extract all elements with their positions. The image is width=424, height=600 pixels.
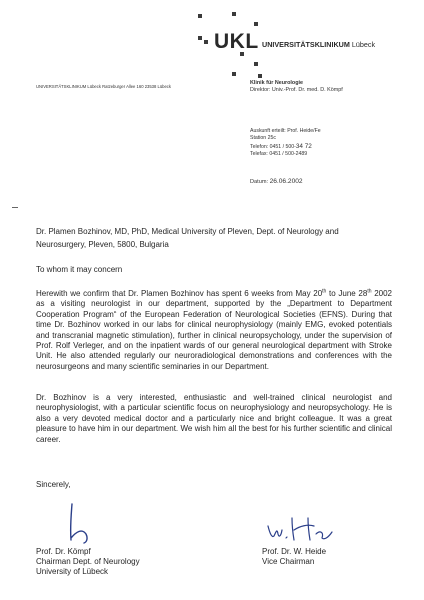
recipient-block [36, 227, 392, 251]
p1-text-a: Herewith we confirm that Dr. Plamen Bozhinov has spent 6 weeks from May 20 [36, 289, 323, 298]
p1-text-c: 2002 as a visiting neurologist in our department, supported by the „Department to Department Cooperation Program“ of the European Federation of Neurological Societies (EFNS). During that time Dr. Bozhinov worked in our labs for clinical neurophysiology (mainly EMG, evoked potentials and transcranial magnetic stimulation), further in clinical neuropsychology, under the supervision of Prof. Rolf Verleger, and on the inpatient wards of our general neurological department with Stroke Unit. He also attended regularly our neuroradiological demonstrations and conferences with the neurosurgeons and many scientific seminaries in our Department. [36, 289, 392, 371]
logo-wordmark: UKL [214, 30, 259, 53]
contact-station: Station 25c [250, 135, 276, 142]
contact-phone [250, 143, 321, 151]
recipient-line-2: Neurosurgery, Pleven, 5800, Bulgaria [36, 240, 169, 250]
paragraph-2: Dr. Bozhinov is a very interested, enthusiastic and well-trained clinical neurologist and neurophysiologist, with a particular scientific focus on neurophysiology and neuropsychology. He is also a very devoted medical doctor and a particularly nice and bright colleague. It was a great pleasure to have him in our department. We wish him all the best for his further scientific and clinical career. [36, 393, 392, 444]
phone-extension: 34 72 [295, 142, 312, 150]
signatory-left-org: University of Lübeck [36, 567, 109, 576]
institution-name [262, 40, 375, 49]
clinic-director: Direktor: Univ.-Prof. Dr. med. D. Kömpf [250, 87, 343, 93]
signatory-left-title: Chairman Dept. of Neurology [36, 557, 140, 566]
signatory-right-name: Prof. Dr. W. Heide [262, 547, 327, 556]
date-label: Datum: [250, 179, 269, 185]
clinic-title: Klinik für Neurologie [250, 80, 304, 86]
clinic-block [250, 80, 343, 94]
recipient-line-1: Dr. Plamen Bozhinov, MD, PhD, Medical University of Pleven, Dept. of Neurology and [36, 227, 339, 236]
signatory-left-name: Prof. Dr. Kömpf [36, 547, 91, 556]
signatory-left [36, 547, 140, 577]
phone-prefix: Telefon: 0451 / 500- [250, 143, 296, 150]
contact-fax: Telefax: 0451 / 500-2489 [250, 151, 308, 158]
institution-city: Lübeck [351, 40, 376, 49]
contact-person: Auskunft erteilt: Prof. Heide/Fe [250, 128, 321, 134]
signatory-right [262, 547, 326, 567]
fold-mark [12, 207, 18, 208]
sender-address-line: UNIVERSITÄTSKLINIKUM Lübeck Ratzeburger Allee 160 23538 Lübeck [36, 84, 171, 89]
signature-right [264, 512, 354, 546]
signature-left [62, 494, 102, 544]
institution-label: UNIVERSITÄTSKLINIKUM [262, 40, 350, 49]
p1-sup-1: th [322, 288, 327, 295]
contact-block [250, 128, 321, 159]
signatory-right-title: Vice Chairman [262, 557, 315, 566]
salutation: To whom it may concern [36, 265, 123, 274]
date-value: 26.06.2002 [269, 178, 303, 185]
closing: Sincerely, [36, 480, 71, 489]
p1-text-b: to June 28 [326, 289, 368, 298]
letter-date [250, 178, 303, 185]
paragraph-1 [36, 289, 392, 372]
p1-sup-2: th [367, 288, 372, 295]
